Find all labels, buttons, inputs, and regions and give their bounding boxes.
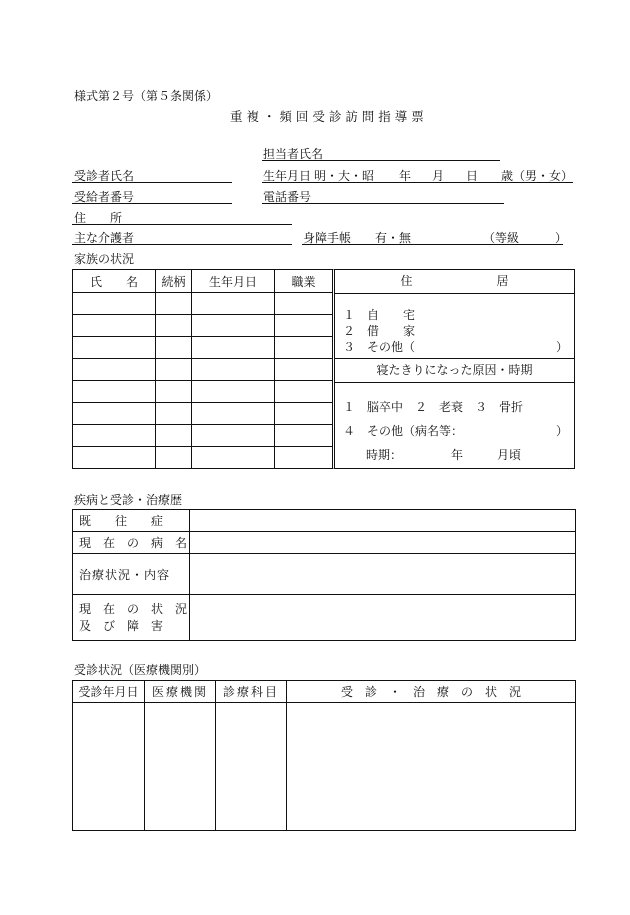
table-row[interactable] <box>73 425 333 447</box>
birth-label: 生年月日 <box>263 169 312 183</box>
staff-name-line[interactable] <box>262 160 500 161</box>
table-row[interactable] <box>73 315 333 337</box>
period-year: 年 <box>451 448 464 462</box>
phone-label: 電話番号 <box>263 190 312 204</box>
birth-day: 日 <box>466 169 479 183</box>
history-value[interactable] <box>190 554 576 595</box>
history-value[interactable] <box>190 532 576 554</box>
age-gender: 歳（男・女） <box>501 169 574 183</box>
history-value[interactable] <box>190 510 576 532</box>
visits-header-institution: 医療機関 <box>145 681 216 703</box>
table-row[interactable] <box>73 447 333 469</box>
history-row-current-disease: 現 在 の 病 名 <box>73 532 190 554</box>
phone-line[interactable] <box>262 203 504 204</box>
caregiver-line[interactable] <box>72 244 292 245</box>
table-row[interactable] <box>73 337 333 359</box>
patient-name-line[interactable] <box>72 182 232 183</box>
residence-option-other[interactable]: ３ その他（ <box>343 340 416 354</box>
table-row[interactable] <box>73 359 333 381</box>
family-header-name: 氏 名 <box>73 270 156 293</box>
form-number: 様式第２号（第５条関係） <box>74 89 219 103</box>
history-value[interactable] <box>190 595 576 641</box>
visits-header-status: 受 診 ・ 治 療 の 状 況 <box>287 681 576 703</box>
bedridden-other-close: ） <box>555 424 568 438</box>
history-row-condition-line2: 及 び 障 害 <box>79 618 164 633</box>
recipient-number-label: 受給者番号 <box>74 190 135 204</box>
birth-eras: 明・大・昭 <box>314 169 375 183</box>
birth-line[interactable] <box>262 182 573 183</box>
disability-grade: （等級 ） <box>483 231 568 245</box>
family-header-relation: 続柄 <box>156 270 192 293</box>
table-row[interactable] <box>73 381 333 403</box>
disability-book-label: 身障手帳 <box>303 231 352 245</box>
recipient-number-line[interactable] <box>72 203 232 204</box>
birth-month: 月 <box>432 169 445 183</box>
history-row-condition-line1: 現 在 の 状 況 <box>79 601 188 616</box>
address-line[interactable] <box>72 224 292 225</box>
history-row-past-illness: 既 往 症 <box>73 510 190 532</box>
residence-other-close: ） <box>555 340 568 354</box>
period-month: 月頃 <box>497 448 522 462</box>
caregiver-label: 主な介護者 <box>74 231 135 245</box>
history-row-condition <box>73 595 190 641</box>
period-label: 時期： <box>366 448 403 462</box>
history-table <box>72 509 576 641</box>
disability-yes-no: 有・無 <box>375 231 412 245</box>
bedridden-causes[interactable]: １ 脳卒中 ２ 老衰 ３ 骨折 <box>343 400 524 414</box>
disability-line[interactable] <box>302 244 563 245</box>
birth-year: 年 <box>399 169 412 183</box>
residence-option-rent[interactable]: ２ 借 家 <box>343 324 416 338</box>
history-row-treatment: 治療状況・内容 <box>73 554 190 595</box>
table-row[interactable] <box>73 403 333 425</box>
visits-section-title: 受診状況（医療機関別） <box>74 663 207 677</box>
history-section-title: 疾病と受診・治療歴 <box>74 493 183 507</box>
address-label: 住 所 <box>74 211 123 225</box>
staff-name-label: 担当者氏名 <box>263 147 324 161</box>
visits-header-department: 診療科目 <box>216 681 287 703</box>
table-row[interactable] <box>73 703 576 831</box>
patient-name-label: 受診者氏名 <box>74 169 135 183</box>
bedridden-header: 寝たきりになった原因・時期 <box>335 358 574 383</box>
bedridden-cause-other[interactable]: ４ その他（病名等： <box>343 424 464 438</box>
family-header-birthdate: 生年月日 <box>192 270 275 293</box>
visits-table <box>72 680 576 831</box>
residence-header: 住 居 <box>335 270 574 294</box>
family-table <box>72 269 333 469</box>
residence-box <box>332 269 575 469</box>
form-title: 重 複 ・ 頻 回 受 診 訪 問 指 導 票 <box>230 109 424 124</box>
family-header-occupation: 職業 <box>275 270 333 293</box>
visits-header-date: 受診年月日 <box>73 681 145 703</box>
residence-option-home[interactable]: １ 自 宅 <box>343 308 416 322</box>
table-row[interactable] <box>73 293 333 315</box>
family-section-title: 家族の状況 <box>74 252 135 266</box>
